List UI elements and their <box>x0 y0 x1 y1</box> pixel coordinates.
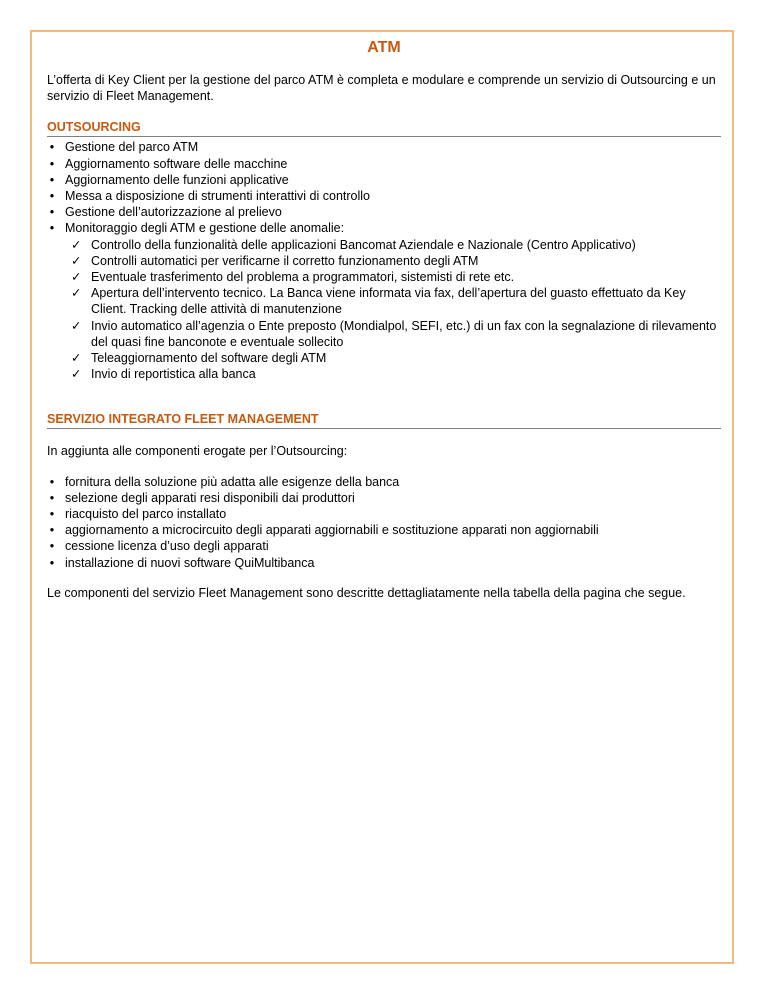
sublist-item <box>47 318 721 350</box>
checkmark-icon: ✓ <box>71 270 82 285</box>
list-item <box>47 139 721 155</box>
list-item <box>47 506 721 522</box>
list-item-text: riacquisto del parco installato <box>65 507 227 522</box>
document-body <box>47 38 721 601</box>
list-item-text: installazione di nuovi software QuiMultibanca <box>65 555 315 570</box>
bullet-icon: • <box>49 523 55 538</box>
fleet-lead-paragraph: In aggiunta alle componenti erogate per l’Outsourcing: <box>47 444 348 459</box>
sublist-item <box>47 350 721 366</box>
outsourcing-heading: OUTSOURCING <box>47 120 721 137</box>
bullet-icon: • <box>49 221 55 236</box>
monitoring-sublist <box>47 237 721 383</box>
fleet-list <box>47 474 721 571</box>
list-item-text: cessione licenza d’uso degli apparati <box>65 539 269 554</box>
list-item <box>47 188 721 204</box>
sublist-item-text: Apertura dell’intervento tecnico. La Banca viene informata via fax, dell’apertura del guasto effettuato da Key Client. Tracking delle attività di manutenzione <box>91 286 686 317</box>
sublist-item-text: Eventuale trasferimento del problema a programmatori, sistemisti di rete etc. <box>91 270 515 285</box>
checkmark-icon: ✓ <box>71 351 82 366</box>
list-item <box>47 474 721 490</box>
document-title: ATM <box>367 39 401 56</box>
checkmark-icon: ✓ <box>71 318 82 333</box>
list-item <box>47 172 721 188</box>
list-item-text: Gestione dell’autorizzazione al prelievo <box>65 205 282 220</box>
bullet-icon: • <box>49 156 55 171</box>
checkmark-icon: ✓ <box>71 253 82 268</box>
bullet-icon: • <box>49 172 55 187</box>
list-item-text: Monitoraggio degli ATM e gestione delle anomalie: <box>65 221 345 236</box>
sublist-item-text: Teleaggiornamento del software degli ATM <box>91 351 327 366</box>
bullet-icon: • <box>49 474 55 489</box>
list-item-text: Aggiornamento software delle macchine <box>65 156 288 171</box>
list-item-text: Messa a disposizione di strumenti interattivi di controllo <box>65 189 370 204</box>
closing-paragraph: Le componenti del servizio Fleet Management sono descritte dettagliatamente nella tabella della pagina che segue. <box>47 585 686 600</box>
sublist-item-text: Controllo della funzionalità delle applicazioni Bancomat Aziendale e Nazionale (Centro Applicativo) <box>91 237 636 252</box>
checkmark-icon: ✓ <box>71 237 82 252</box>
list-item <box>47 490 721 506</box>
list-item-text: fornitura della soluzione più adatta alle esigenze della banca <box>65 474 400 489</box>
list-item-text: Gestione del parco ATM <box>65 140 199 155</box>
bullet-icon: • <box>49 555 55 570</box>
sublist-item <box>47 237 721 253</box>
fleet-management-heading: SERVIZIO INTEGRATO FLEET MANAGEMENT <box>47 412 721 429</box>
list-item <box>47 220 721 236</box>
list-item-text: selezione degli apparati resi disponibili dai produttori <box>65 490 355 505</box>
sublist-item-text: Controlli automatici per verificarne il corretto funzionamento degli ATM <box>91 253 479 268</box>
bullet-icon: • <box>49 490 55 505</box>
bullet-icon: • <box>49 140 55 155</box>
outsourcing-list <box>47 139 721 236</box>
intro-paragraph: L’offerta di Key Client per la gestione del parco ATM è completa e modulare e comprende un servizio di Outsourcing e un servizio di Fleet Management. <box>47 73 716 104</box>
list-item <box>47 204 721 220</box>
bullet-icon: • <box>49 189 55 204</box>
list-item <box>47 522 721 538</box>
bullet-icon: • <box>49 507 55 522</box>
bullet-icon: • <box>49 205 55 220</box>
list-item <box>47 156 721 172</box>
sublist-item-text: Invio automatico all’agenzia o Ente preposto (Mondialpol, SEFI, etc.) di un fax con la segnalazione di rilevamento del quasi fine banconote e eventuale sollecito <box>91 318 717 349</box>
sublist-item <box>47 269 721 285</box>
checkmark-icon: ✓ <box>71 286 82 301</box>
list-item-text: Aggiornamento delle funzioni applicative <box>65 172 289 187</box>
sublist-item <box>47 253 721 269</box>
checkmark-icon: ✓ <box>71 367 82 382</box>
sublist-item <box>47 366 721 382</box>
sublist-item <box>47 285 721 317</box>
sublist-item-text: Invio di reportistica alla banca <box>91 367 256 382</box>
list-item <box>47 538 721 554</box>
bullet-icon: • <box>49 539 55 554</box>
list-item <box>47 555 721 571</box>
list-item-text: aggiornamento a microcircuito degli apparati aggiornabili e sostituzione apparati non aggiornabili <box>65 523 599 538</box>
